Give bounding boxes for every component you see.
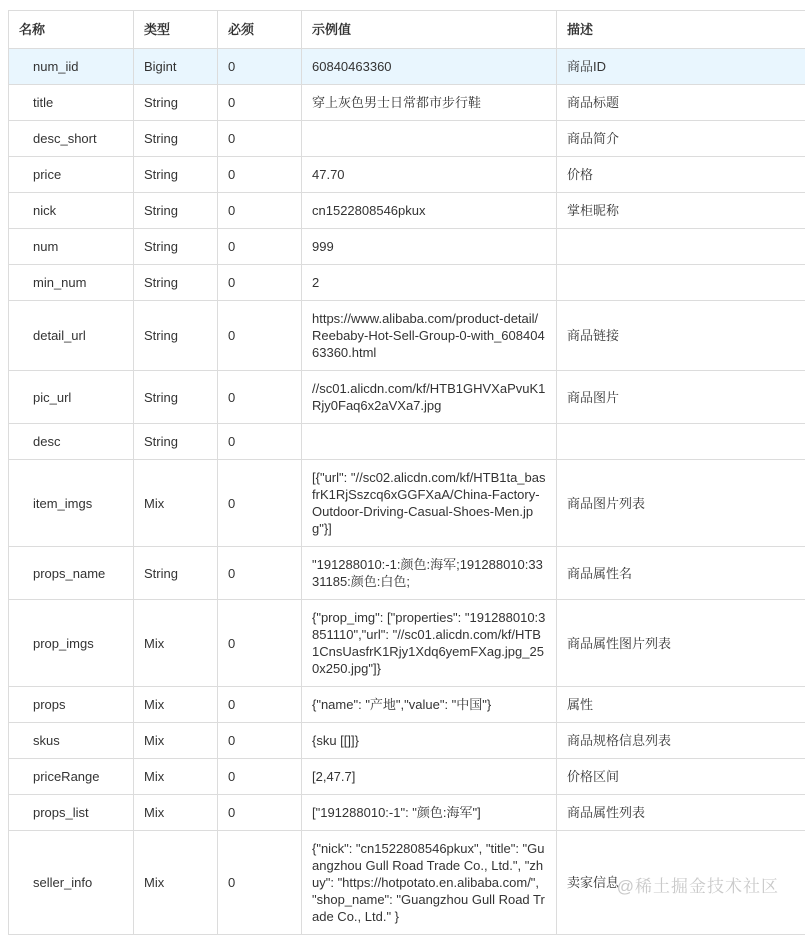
cell-required: 0 bbox=[218, 795, 302, 831]
table-row[interactable] bbox=[9, 85, 805, 121]
table-row[interactable] bbox=[9, 229, 805, 265]
cell-type: String bbox=[134, 229, 218, 265]
cell-example: [2,47.7] bbox=[302, 759, 557, 795]
cell-name: desc_short bbox=[9, 121, 134, 157]
cell-desc: 商品ID bbox=[557, 49, 805, 85]
cell-name: props_name bbox=[9, 547, 134, 600]
cell-desc: 商品简介 bbox=[557, 121, 805, 157]
cell-example bbox=[302, 424, 557, 460]
cell-required: 0 bbox=[218, 265, 302, 301]
cell-example bbox=[302, 121, 557, 157]
cell-required: 0 bbox=[218, 229, 302, 265]
cell-desc: 商品属性图片列表 bbox=[557, 600, 805, 687]
cell-type: Mix bbox=[134, 831, 218, 935]
cell-name: skus bbox=[9, 723, 134, 759]
cell-type: Mix bbox=[134, 460, 218, 547]
cell-example: 60840463360 bbox=[302, 49, 557, 85]
cell-example: //sc01.alicdn.com/kf/HTB1GHVXaPvuK1Rjy0Faq6x2aVXa7.jpg bbox=[302, 371, 557, 424]
column-header-type: 类型 bbox=[134, 11, 218, 49]
cell-name: props bbox=[9, 687, 134, 723]
cell-name: priceRange bbox=[9, 759, 134, 795]
cell-desc: 价格区间 bbox=[557, 759, 805, 795]
cell-name: props_list bbox=[9, 795, 134, 831]
cell-required: 0 bbox=[218, 157, 302, 193]
cell-required: 0 bbox=[218, 424, 302, 460]
cell-type: Mix bbox=[134, 795, 218, 831]
cell-desc: 商品规格信息列表 bbox=[557, 723, 805, 759]
column-header-name: 名称 bbox=[9, 11, 134, 49]
table-row[interactable] bbox=[9, 547, 805, 600]
cell-type: String bbox=[134, 371, 218, 424]
cell-name: nick bbox=[9, 193, 134, 229]
cell-required: 0 bbox=[218, 85, 302, 121]
table-row[interactable] bbox=[9, 600, 805, 687]
cell-name: price bbox=[9, 157, 134, 193]
cell-desc: 商品属性列表 bbox=[557, 795, 805, 831]
cell-type: Bigint bbox=[134, 49, 218, 85]
cell-desc: 商品属性名 bbox=[557, 547, 805, 600]
cell-required: 0 bbox=[218, 831, 302, 935]
cell-desc: 商品标题 bbox=[557, 85, 805, 121]
cell-desc bbox=[557, 424, 805, 460]
cell-example: [{"url": "//sc02.alicdn.com/kf/HTB1ta_basfrK1RjSszcq6xGGFXaA/China-Factory-Outdoor-Driving-Casual-Shoes-Men.jpg"}] bbox=[302, 460, 557, 547]
table-row[interactable] bbox=[9, 157, 805, 193]
cell-name: min_num bbox=[9, 265, 134, 301]
table-row[interactable] bbox=[9, 265, 805, 301]
juejin-watermark: @稀土掘金技术社区 bbox=[617, 872, 779, 897]
cell-example: {"name": "产地","value": "中国"} bbox=[302, 687, 557, 723]
cell-type: String bbox=[134, 193, 218, 229]
table-row[interactable] bbox=[9, 371, 805, 424]
cell-name: pic_url bbox=[9, 371, 134, 424]
cell-required: 0 bbox=[218, 193, 302, 229]
cell-type: String bbox=[134, 85, 218, 121]
cell-type: Mix bbox=[134, 600, 218, 687]
cell-example: 2 bbox=[302, 265, 557, 301]
cell-type: String bbox=[134, 301, 218, 371]
cell-type: String bbox=[134, 265, 218, 301]
cell-desc: 商品链接 bbox=[557, 301, 805, 371]
cell-name: item_imgs bbox=[9, 460, 134, 547]
table-row[interactable] bbox=[9, 831, 805, 935]
table-header-row bbox=[9, 11, 805, 49]
column-header-desc: 描述 bbox=[557, 11, 805, 49]
column-header-example: 示例值 bbox=[302, 11, 557, 49]
table-row[interactable] bbox=[9, 795, 805, 831]
cell-example: {sku [[]]} bbox=[302, 723, 557, 759]
cell-example: ["191288010:-1": "颜色:海军"] bbox=[302, 795, 557, 831]
cell-type: Mix bbox=[134, 687, 218, 723]
cell-name: seller_info bbox=[9, 831, 134, 935]
cell-example: {"nick": "cn1522808546pkux", "title": "Guangzhou Gull Road Trade Co., Ltd.", "zhuy": "https://hotpotato.en.alibaba.com/", "shop_name": "Guangzhou Gull Road Trade Co., Ltd." } bbox=[302, 831, 557, 935]
table-row[interactable] bbox=[9, 460, 805, 547]
table-row[interactable] bbox=[9, 301, 805, 371]
table-row[interactable] bbox=[9, 121, 805, 157]
cell-name: detail_url bbox=[9, 301, 134, 371]
cell-required: 0 bbox=[218, 301, 302, 371]
cell-example: 47.70 bbox=[302, 157, 557, 193]
table-row[interactable] bbox=[9, 424, 805, 460]
cell-required: 0 bbox=[218, 460, 302, 547]
cell-example: "191288010:-1:颜色:海军;191288010:3331185:颜色:白色; bbox=[302, 547, 557, 600]
table-body bbox=[9, 49, 805, 935]
cell-example: 穿上灰色男士日常都市步行鞋 bbox=[302, 85, 557, 121]
cell-desc: 卖家信息 bbox=[557, 831, 805, 935]
cell-example: cn1522808546pkux bbox=[302, 193, 557, 229]
cell-type: String bbox=[134, 157, 218, 193]
cell-desc: 商品图片列表 bbox=[557, 460, 805, 547]
table-row[interactable] bbox=[9, 723, 805, 759]
cell-example: https://www.alibaba.com/product-detail/Reebaby-Hot-Sell-Group-0-with_60840463360.html bbox=[302, 301, 557, 371]
table-row[interactable] bbox=[9, 687, 805, 723]
cell-desc bbox=[557, 265, 805, 301]
cell-desc bbox=[557, 229, 805, 265]
table-row[interactable] bbox=[9, 49, 805, 85]
cell-type: String bbox=[134, 121, 218, 157]
cell-required: 0 bbox=[218, 49, 302, 85]
cell-name: prop_imgs bbox=[9, 600, 134, 687]
cell-example: 999 bbox=[302, 229, 557, 265]
cell-required: 0 bbox=[218, 371, 302, 424]
cell-desc: 商品图片 bbox=[557, 371, 805, 424]
table-row[interactable] bbox=[9, 193, 805, 229]
api-params-table bbox=[8, 10, 805, 935]
cell-required: 0 bbox=[218, 687, 302, 723]
cell-required: 0 bbox=[218, 600, 302, 687]
cell-example: {"prop_img": ["properties": "191288010:3851110","url": "//sc01.alicdn.com/kf/HTB1CnsUasfrK1Rjy1Xdq6yemFXag.jpg_250x250.jpg"]} bbox=[302, 600, 557, 687]
cell-name: title bbox=[9, 85, 134, 121]
cell-name: num bbox=[9, 229, 134, 265]
cell-name: desc bbox=[9, 424, 134, 460]
cell-required: 0 bbox=[218, 547, 302, 600]
cell-desc: 属性 bbox=[557, 687, 805, 723]
cell-name: num_iid bbox=[9, 49, 134, 85]
cell-type: String bbox=[134, 424, 218, 460]
column-header-required: 必须 bbox=[218, 11, 302, 49]
cell-required: 0 bbox=[218, 759, 302, 795]
cell-required: 0 bbox=[218, 723, 302, 759]
cell-desc: 价格 bbox=[557, 157, 805, 193]
cell-type: Mix bbox=[134, 759, 218, 795]
table-header bbox=[9, 11, 805, 49]
cell-type: String bbox=[134, 547, 218, 600]
cell-type: Mix bbox=[134, 723, 218, 759]
cell-desc: 掌柜昵称 bbox=[557, 193, 805, 229]
table-row[interactable] bbox=[9, 759, 805, 795]
cell-required: 0 bbox=[218, 121, 302, 157]
